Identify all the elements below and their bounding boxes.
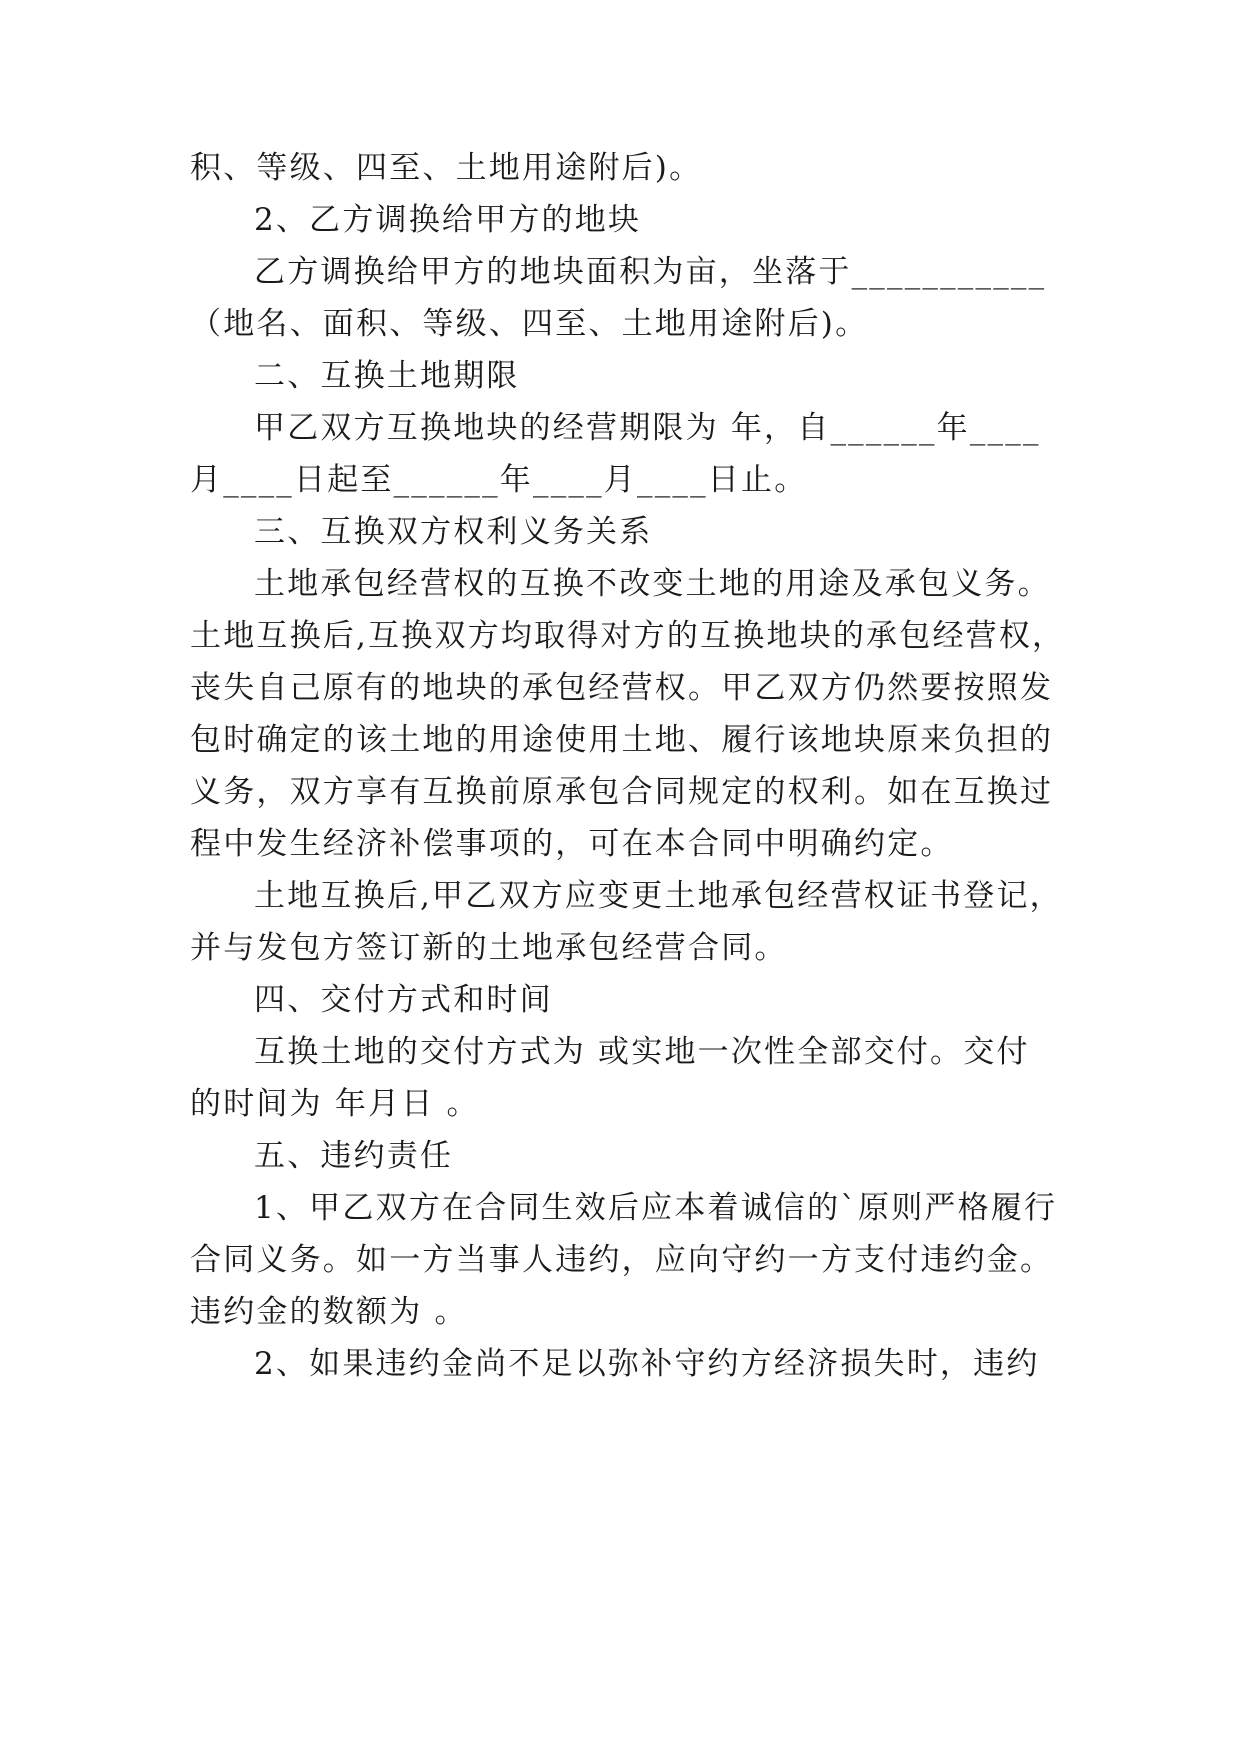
text-line: 甲乙双方互换地块的经营期限为 年，自______年____ [254, 410, 1041, 446]
text-line: 土地承包经营权的互换不改变土地的用途及承包义务。 [254, 566, 1051, 602]
text-line: （地名、面积、等级、四至、土地用途附后)。 [190, 306, 869, 342]
text-line: 程中发生经济补偿事项的，可在本合同中明确约定。 [190, 826, 954, 862]
section-heading: 五、违约责任 [254, 1138, 454, 1174]
text-line: 的时间为 年月日 。 [190, 1086, 480, 1122]
text-line: 土地互换后,互换双方均取得对方的互换地块的承包经营权， [190, 618, 1066, 654]
text-line: 违约金的数额为 。 [190, 1294, 468, 1330]
text-line: 互换土地的交付方式为 或实地一次性全部交付。交付 [254, 1034, 1030, 1070]
text-line: 1、甲乙双方在合同生效后应本着诚信的`原则严格履行 [254, 1190, 1058, 1226]
text-line: 乙方调换给甲方的地块面积为亩，坐落于___________ [254, 254, 1047, 290]
text-line: 并与发包方签订新的土地承包经营合同。 [190, 930, 788, 966]
text-line: 包时确定的该土地的用途使用土地、履行该地块原来负担的 [190, 722, 1054, 758]
text-line: 月____日起至______年____月____日止。 [190, 462, 808, 498]
section-heading: 三、互换双方权利义务关系 [254, 514, 653, 550]
section-heading: 二、互换土地期限 [254, 358, 520, 394]
clause-heading: 2、乙方调换给甲方的地块 [254, 202, 642, 238]
text-line: 义务，双方享有互换前原承包合同规定的权利。如在互换过 [190, 774, 1054, 810]
text-line: 2、如果违约金尚不足以弥补守约方经济损失时，违约 [254, 1346, 1040, 1382]
text-line: 合同义务。如一方当事人违约，应向守约一方支付违约金。 [190, 1242, 1054, 1278]
text-line: 丧失自己原有的地块的承包经营权。甲乙双方仍然要按照发 [190, 670, 1054, 706]
text-line: 土地互换后,甲乙双方应变更土地承包经营权证书登记， [254, 878, 1063, 914]
section-heading: 四、交付方式和时间 [254, 982, 553, 1018]
text-line: 积、等级、四至、土地用途附后)。 [190, 150, 703, 186]
